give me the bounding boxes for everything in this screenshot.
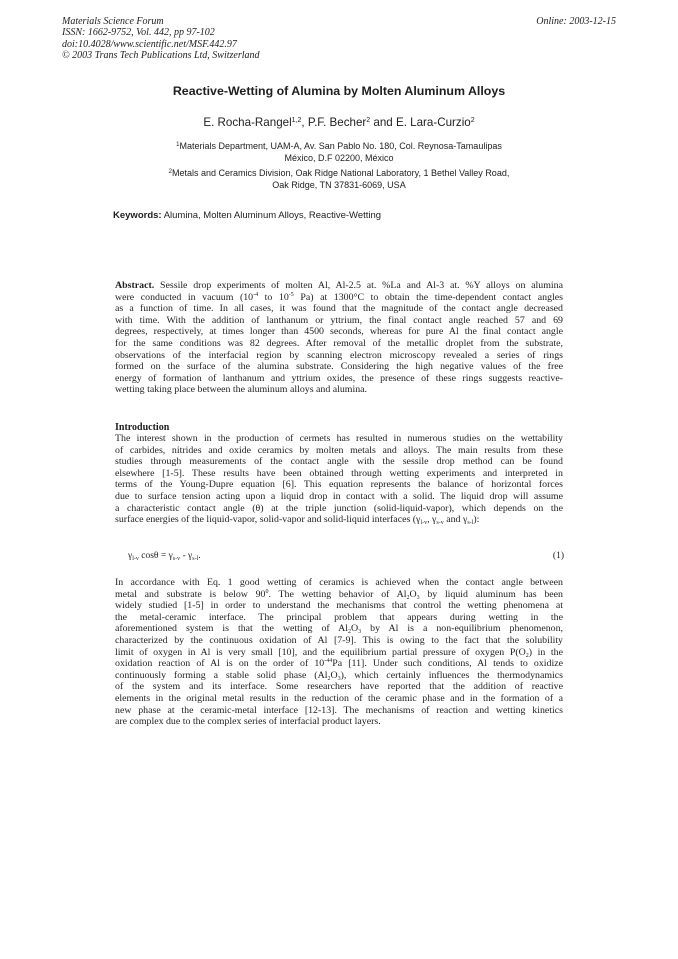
author-2: , P.F. Becher: [301, 116, 367, 129]
abstract-line: were conducted in vacuum ($10^{-4}$ to $10^{-5}$ Pa) at 1300°C to obtain the time-dependent contact angles: [115, 291, 563, 303]
body-line: continuously forming a stable solid phase $(Al_2O_3)$, which certainly influences the thermodynamics: [115, 669, 563, 682]
journal-name: Materials Science Forum: [62, 16, 164, 27]
equation-1: $\gamma_{l-v}$ $\cos\theta = \gamma_{s-v} - \gamma_{s-l}$.: [128, 551, 201, 562]
equation-number: (1): [552, 551, 564, 561]
abstract-line: energy of formation of lanthanum and yttrium oxides, the presence of these rings suggests reactive-: [115, 372, 563, 384]
body-line: due to surface tension acting upon a liquid drop in contact with a solid. The liquid drop will assume: [115, 490, 563, 502]
issn-line: ISSN: 1662-9752, Vol. 442, pp 97-102: [62, 27, 215, 39]
journal-header: [62, 16, 260, 62]
abstract-line: as a function of time. In all cases, it was found that the magnitude of the contact angle decreased: [115, 303, 563, 315]
online-date: Online: 2003-12-15: [536, 16, 616, 27]
affiliation-1-line-2: México, D.F 02200, México: [284, 153, 394, 163]
body-line: limit of oxygen in Al is very small [10], and the equilibrium partial pressure of oxygen $P(O_2)$ in the: [115, 646, 563, 659]
body-line: the metal-ceramic interface. The principal problem that appears during wetting in the: [115, 611, 563, 623]
abstract-line: wetting taking place between the aluminum alloys and alumina.: [115, 384, 368, 396]
affiliation-2-line-2: Oak Ridge, TN 37831-6069, USA: [272, 180, 406, 190]
affiliation-1-line-1: Materials Department, UAM-A, Av. San Pablo No. 180, Col. Reynosa-Tamaulipas: [179, 141, 502, 151]
body-line: aforementioned system is that the wetting of $Al_2O_3$ by Al is a non-equilibrium phenomenon,: [115, 623, 563, 636]
body-line: surface energies of the liquid-vapor, solid-vapor and solid-liquid interfaces ($\gamma_{l-v}$, $\gamma_{s-v}$ and $\gamma_{s-l}$):: [115, 514, 480, 527]
body-line: of the system and its interface. Some researchers have reported that the addition of reactive: [115, 681, 563, 693]
doi-line: doi:10.4028/www.scientific.net/MSF.442.97: [62, 38, 237, 50]
body-line: terms of the Young-Dupre equation [6]. This equation represents the balance of horizontal forces: [115, 479, 563, 491]
body-line: new phase at the ceramic-metal interface [12-13]. The mechanisms of reaction and wetting kinetics: [115, 704, 563, 716]
author-1: E. Rocha-Rangel: [203, 116, 292, 129]
keywords-label: Keywords:: [113, 210, 162, 221]
body-line: a characteristic contact angle (θ) at the triple junction (solid-liquid-vapor), which depends on the: [115, 502, 563, 514]
body-line: characterized by the continuous oxidation of Al [7-9]. This is owing to the fact that the solubility: [115, 634, 563, 646]
body-line: are complex due to the complex series of interfacial product layers.: [115, 716, 381, 728]
affiliation-2-line-1: Metals and Ceramics Division, Oak Ridge National Laboratory, 1 Bethel Valley Road,: [172, 168, 510, 178]
body-line: metal and substrate is below $90^0$. The wetting behavior of $Al_2O_3$ by liquid aluminum has been: [115, 588, 563, 601]
body-line: elsewhere [1-5]. These results have been obtained through wetting experiments and interpreted in: [115, 467, 563, 479]
body-line: studies through measurements of the contact angle with the sessile drop method can be found: [115, 456, 563, 468]
author-3-affil: 2: [470, 117, 475, 124]
abstract-label: Abstract.: [115, 280, 155, 291]
author-2-affil: 2: [366, 117, 371, 124]
body-line: elements in the original metal results in the reduction of the ceramic phase and in the formation of a: [115, 692, 563, 704]
body-paragraph-2: [115, 577, 563, 728]
author-3: and E. Lara-Curzio: [370, 116, 471, 129]
keywords: [113, 210, 381, 221]
author-list: [0, 116, 678, 129]
abstract-line: formed on the surface of the alumina substrate. Considering the high negative values of the free: [115, 361, 563, 373]
paper-title: Reactive-Wetting of Alumina by Molten Aluminum Alloys: [172, 84, 506, 98]
affiliation-2-mark: 2: [168, 169, 172, 175]
body-line: widely studied [1-5] in order to understand the mechanisms that control the wetting phenomena at: [115, 600, 563, 612]
body-line: oxidation reaction of Al is on the order of $10^{-44}Pa$ [11]. Under such conditions, Al tends to oxidize: [115, 658, 563, 670]
abstract-line: with time. With the addition of lanthanum or yttrium, the final contact angle reached 57 and 69: [115, 314, 563, 326]
abstract-line: for the same conditions was 82 degrees. After removal of the metallic droplet from the substrate,: [115, 337, 563, 349]
introduction-paragraph: [115, 433, 563, 526]
abstract-line: observations of the interfacial region by scanning electron microscopy revealed a series of rings: [115, 349, 563, 361]
abstract-line: Sessile drop experiments of molten Al, Al-2.5 at. %La and Al-3 at. %Y alloys on alumina: [154, 280, 563, 291]
keywords-text: Alumina, Molten Aluminum Alloys, Reactive-Wetting: [161, 210, 382, 221]
body-line: In accordance with Eq. 1 good wetting of ceramics is achieved when the contact angle between: [115, 577, 563, 588]
body-line: of carbides, nitrides and oxide ceramics by molten metals and alloys. The main results from these: [115, 444, 563, 456]
affiliation-1: [0, 139, 678, 164]
affiliation-1-mark: 1: [176, 142, 180, 148]
section-heading-introduction: Introduction: [115, 422, 170, 433]
copyright-line: © 2003 Trans Tech Publications Ltd, Switzerland: [62, 50, 260, 62]
abstract: [115, 280, 563, 396]
body-line: The interest shown in the production of cermets has resulted in numerous studies on the wettability: [115, 433, 563, 444]
author-1-affil: 1,2: [291, 117, 302, 124]
abstract-line: degrees, respectively, at times longer than 4500 seconds, whereas for pure Al the final contact angle: [115, 326, 563, 338]
affiliation-2: [0, 166, 678, 191]
